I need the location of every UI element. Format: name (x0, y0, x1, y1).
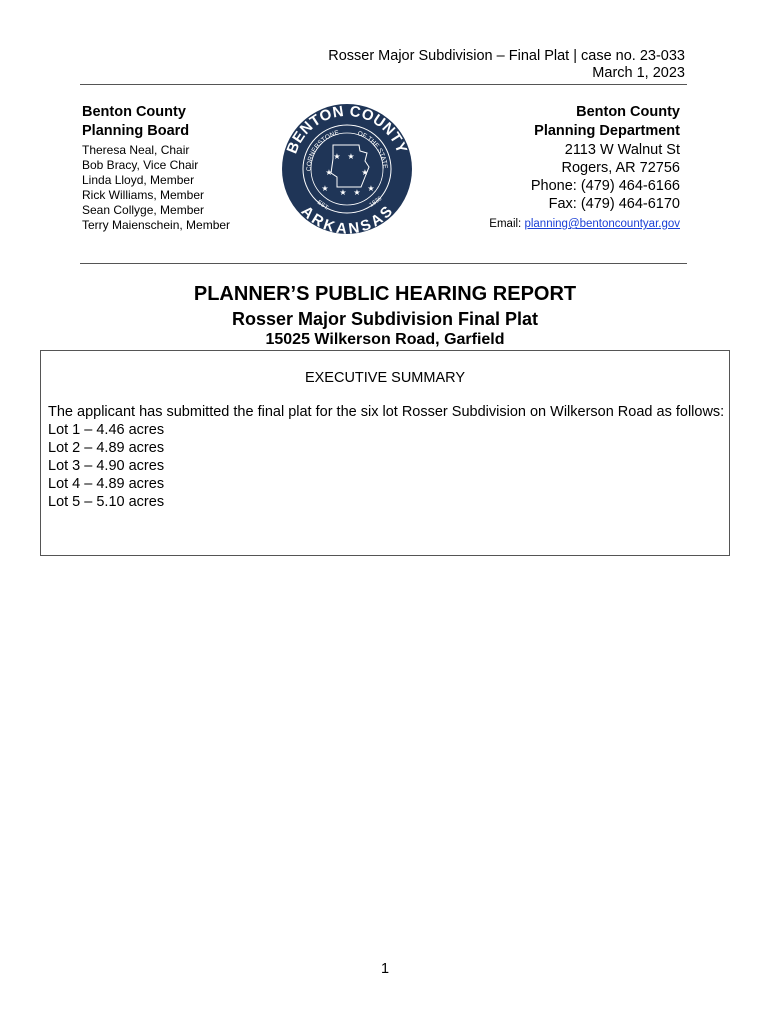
summary-heading: EXECUTIVE SUMMARY (304, 370, 466, 386)
board-org-line1: Benton County (82, 104, 186, 120)
seal-year: 1836 (368, 196, 384, 209)
document-header (328, 48, 685, 82)
lot-item: Lot 5 – 5.10 acres (48, 494, 165, 510)
board-member: Rick Williams, Member (82, 188, 205, 202)
report-address: 15025 Wilkerson Road, Garfield (265, 331, 505, 348)
page-number: 1 (380, 961, 390, 977)
lot-item: Lot 2 – 4.89 acres (48, 440, 165, 456)
dept-org-line1: Benton County (576, 104, 680, 120)
planning-department-block (489, 103, 680, 230)
dept-email-line (489, 218, 680, 230)
email-link[interactable]: planning@bentoncountyar.gov (524, 218, 680, 230)
dept-street: 2113 W Walnut St (564, 142, 680, 158)
email-label: Email: (489, 218, 522, 230)
planning-board-block (82, 103, 230, 233)
svg-text:★: ★ (361, 168, 369, 177)
seal-inner-right: OF THE STATE (356, 130, 389, 169)
board-member: Linda Lloyd, Member (82, 173, 195, 187)
board-member: Bob Bracy, Vice Chair (82, 158, 199, 172)
board-member: Theresa Neal, Chair (82, 143, 190, 157)
report-title: PLANNER’S PUBLIC HEARING REPORT (193, 283, 577, 305)
svg-text:★: ★ (347, 152, 355, 161)
header-rule (80, 84, 687, 85)
dept-phone: Phone: (479) 464-6166 (530, 178, 680, 194)
lot-item: Lot 1 – 4.46 acres (48, 422, 165, 438)
svg-text:★: ★ (333, 152, 341, 161)
report-date: March 1, 2023 (592, 65, 685, 81)
dept-org-line2: Planning Department (534, 123, 680, 139)
dept-fax: Fax: (479) 464-6170 (548, 196, 680, 212)
svg-text:★: ★ (367, 184, 375, 193)
seal-inner-left: CORNERSTONE (305, 129, 340, 172)
summary-intro: The applicant has submitted the final plat for the six lot Rosser Subdivision on Wilkerson Road as follows: (48, 404, 725, 420)
section-rule (80, 263, 687, 264)
report-subtitle: Rosser Major Subdivision Final Plat (231, 309, 539, 329)
seal-top-text: BENTON COUNTY (283, 103, 411, 157)
executive-summary-box (40, 350, 730, 556)
case-line: Rosser Major Subdivision – Final Plat | case no. 23-033 (328, 48, 685, 64)
board-org-line2: Planning Board (82, 123, 190, 139)
lot-item: Lot 4 – 4.89 acres (48, 476, 165, 492)
board-member: Terry Maienschein, Member (82, 218, 231, 232)
county-seal-icon (281, 103, 413, 235)
board-member: Sean Collyge, Member (82, 203, 205, 217)
dept-city: Rogers, AR 72756 (561, 160, 680, 176)
summary-body (48, 403, 729, 511)
seal-est: EST. (315, 199, 330, 212)
svg-text:★: ★ (353, 188, 361, 197)
board-members (82, 143, 230, 233)
svg-text:★: ★ (321, 184, 329, 193)
lot-item: Lot 3 – 4.90 acres (48, 458, 165, 474)
svg-text:★: ★ (339, 188, 347, 197)
svg-text:★: ★ (325, 168, 333, 177)
seal-bottom-text: ARKANSAS (297, 202, 397, 235)
